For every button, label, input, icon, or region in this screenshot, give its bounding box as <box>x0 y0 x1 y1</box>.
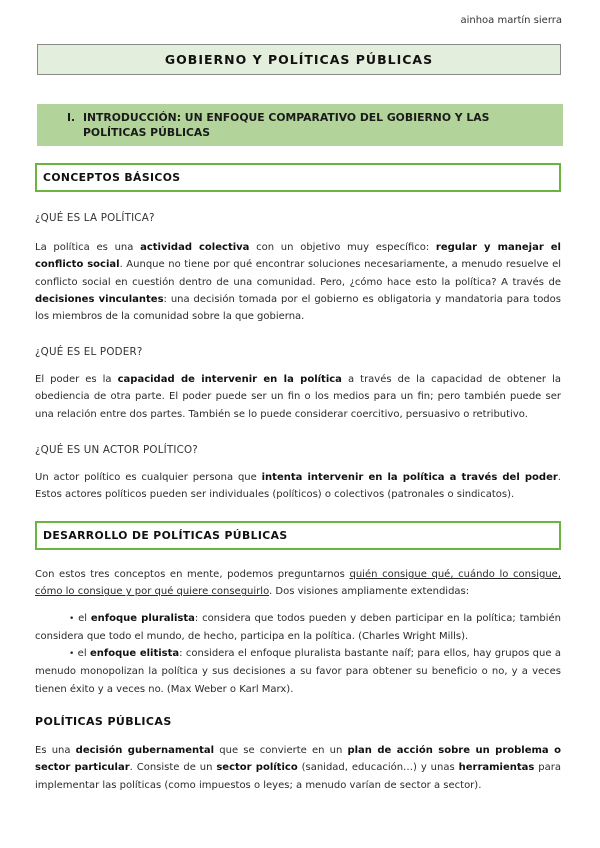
bold-text: capacidad de intervenir en la política <box>117 374 342 385</box>
text: . Estos actores políticos pueden ser individuales (políticos) o colectivos (patronales o sindicatos). <box>35 472 561 501</box>
bold-text: decisiones vinculantes <box>35 293 164 305</box>
bold-text: sector político <box>216 762 298 774</box>
text: : una decisión tomada por el gobierno es obligatoria y mandatoria para todos los miembros de la comunidad sobre la que gobierna. <box>35 293 561 323</box>
intro-title-part1: INTRODUCCIÓN: UN ENFOQUE COMPARATIVO DEL GOBIERNO Y LAS <box>83 111 490 124</box>
bold-text: herramientas <box>458 762 535 774</box>
bullet-enfoque-pluralista <box>35 610 561 646</box>
question-poder: ¿QUÉ ES EL PODER? <box>35 346 143 358</box>
bold-text: regular y manejar el conflicto social <box>35 242 561 271</box>
text: : considera el enfoque pluralista bastante naíf; para ellos, hay grupos que a menudo monopolizan la política y sus decisiones a su favor para obtener su beneficio o no, y a veces tienen éxito y a veces no. (Max Weber o Karl Marx). <box>35 648 561 695</box>
text: el <box>74 648 90 659</box>
bold-text: plan de acción sobre un problema o sector particular <box>35 745 561 774</box>
text: . Consiste de un <box>129 762 217 774</box>
text: Con estos tres conceptos en mente, podemos preguntarnos <box>35 569 350 580</box>
text: a través de la capacidad de obtener la obediencia de otra parte. El poder puede ser un fin o los medios para un fin; pero también puede ser una relación entre dos partes. También se lo puede considerar coercitivo, persuasivo o retributivo. <box>35 374 561 420</box>
section-conceptos-basicos: CONCEPTOS BÁSICOS <box>35 163 561 192</box>
section-desarrollo-politicas: DESARROLLO DE POLÍTICAS PÚBLICAS <box>35 521 561 550</box>
bold-text: enfoque pluralista <box>90 613 195 624</box>
text: Un actor político es cualquier persona que <box>35 472 262 483</box>
paragraph-actor-politico <box>35 469 561 504</box>
intro-heading <box>37 104 563 146</box>
bold-text: actividad colectiva <box>140 242 250 253</box>
paragraph-poder <box>35 371 561 423</box>
paragraph-desarrollo <box>35 566 561 601</box>
text: que se convierte en un <box>214 745 348 756</box>
intro-heading-line1 <box>67 110 563 125</box>
heading-politicas-publicas: POLÍTICAS PÚBLICAS <box>35 715 172 728</box>
bullet-dot-icon: • <box>69 614 75 624</box>
intro-title-part2: POLÍTICAS PÚBLICAS <box>83 126 211 139</box>
text: (sanidad, educación…) y unas <box>297 762 459 774</box>
question-politica: ¿QUÉ ES LA POLÍTICA? <box>35 212 155 224</box>
text: para implementar las políticas (como impuestos o leyes; a menudo varían de sector a sector). <box>35 762 561 791</box>
underlined-text: quién consigue qué, cuándo lo consigue, cómo lo consigue y por qué quiere conseguirlo <box>35 569 561 598</box>
text: La política es una <box>35 242 141 253</box>
text: . Aunque no tiene por qué encontrar soluciones necesariamente, a menudo resuelve el conflicto social en cuestión dentro de una comunidad. Pero, ¿cómo hace esto la política? A través de <box>35 259 562 288</box>
document-title: GOBIERNO Y POLÍTICAS PÚBLICAS <box>37 44 561 75</box>
paragraph-politica <box>35 239 561 325</box>
bullet-enfoque-elitista <box>35 645 561 698</box>
text: Es una <box>35 745 76 756</box>
bold-text: decisión gubernamental <box>75 745 215 756</box>
text: el <box>74 613 91 624</box>
text: . Dos visiones ampliamente extendidas: <box>269 586 470 598</box>
bullet-dot-icon: • <box>69 649 75 659</box>
bold-text: enfoque elitista <box>89 648 180 659</box>
author-name: ainhoa martín sierra <box>460 15 562 26</box>
text: El poder es la <box>35 374 118 385</box>
text: con un objetivo muy específico: <box>249 242 436 253</box>
text: : considera que todos pueden y deben participar en la política; también considera que todo el mundo, de hecho, participa en la política. (Charles Wright Mills). <box>35 613 561 643</box>
question-actor-politico: ¿QUÉ ES UN ACTOR POLÍTICO? <box>35 444 198 456</box>
bold-text: intenta intervenir en la política a través del poder <box>261 472 558 483</box>
paragraph-politicas-publicas <box>35 742 561 794</box>
intro-number: I. <box>67 111 76 124</box>
